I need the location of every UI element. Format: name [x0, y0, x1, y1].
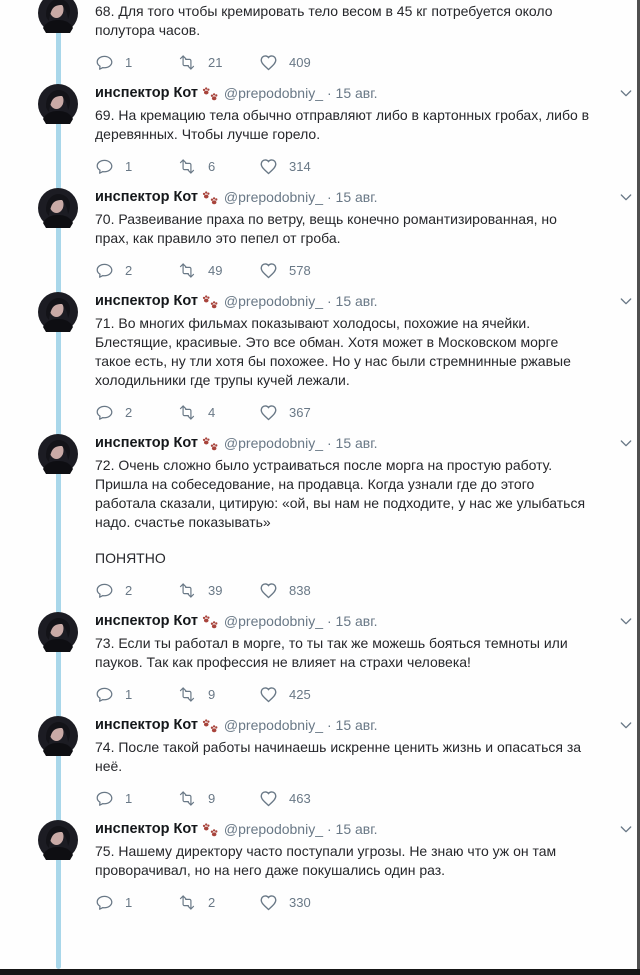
avatar[interactable]	[38, 820, 78, 860]
chevron-down-icon[interactable]	[618, 613, 634, 629]
timestamp[interactable]: · 15 авг.	[326, 435, 378, 451]
like-count: 425	[289, 686, 311, 702]
tweet-content	[95, 434, 640, 602]
reply-button[interactable]	[95, 53, 177, 72]
tweet-actions	[95, 578, 610, 602]
tweet-content	[95, 188, 640, 282]
tweet	[0, 427, 640, 605]
tweet-content	[95, 292, 640, 424]
retweet-button[interactable]	[177, 53, 259, 72]
like-button[interactable]	[259, 261, 311, 280]
chevron-down-icon[interactable]	[618, 821, 634, 837]
heart-icon	[259, 581, 278, 600]
tweet-actions	[95, 154, 610, 178]
retweet-button[interactable]	[177, 403, 259, 422]
heart-icon	[259, 53, 278, 72]
user-handle[interactable]: @prepodobniy_	[223, 189, 323, 205]
retweet-count: 2	[208, 894, 216, 910]
retweet-icon	[177, 261, 197, 280]
timestamp[interactable]: · 15 авг.	[326, 717, 378, 733]
tweet	[0, 813, 640, 917]
paw-prints-emoji	[202, 86, 219, 102]
display-name[interactable]: инспектор Кот	[95, 435, 198, 451]
tweet-header	[95, 292, 610, 311]
tweet-actions	[95, 890, 610, 914]
user-handle[interactable]: @prepodobniy_	[223, 85, 323, 101]
display-name[interactable]: инспектор Кот	[95, 85, 198, 101]
reply-button[interactable]	[95, 581, 177, 600]
like-button[interactable]	[259, 53, 311, 72]
tweet-text: 74. После такой работы начинаешь искренне ценить жизнь и опасаться за неё.	[95, 739, 582, 774]
chevron-down-icon[interactable]	[618, 293, 634, 309]
tweet-content	[95, 716, 640, 810]
retweet-button[interactable]	[177, 685, 259, 704]
tweet-text: 68. Для того чтобы кремировать тело весом в 45 кг потребуется около полутора часов.	[95, 3, 553, 38]
paw-prints-emoji	[202, 436, 219, 452]
retweet-icon	[177, 53, 197, 72]
retweet-count: 4	[208, 404, 216, 420]
reply-icon	[95, 157, 114, 176]
tweet-actions	[95, 786, 610, 810]
user-handle[interactable]: @prepodobniy_	[223, 435, 323, 451]
reply-icon	[95, 685, 114, 704]
like-button[interactable]	[259, 581, 311, 600]
tweet-content	[95, 84, 640, 178]
like-button[interactable]	[259, 157, 311, 176]
reply-button[interactable]	[95, 157, 177, 176]
reply-icon	[95, 403, 114, 422]
screen-bottom-edge	[0, 969, 640, 975]
tweet-text: 70. Развеивание праха по ветру, вещь конечно романтизированная, но прах, как правило это пепел от гроба.	[95, 211, 557, 246]
chevron-down-icon[interactable]	[618, 435, 634, 451]
retweet-button[interactable]	[177, 789, 259, 808]
tweet-content	[95, 2, 640, 74]
reply-icon	[95, 53, 114, 72]
reply-count: 1	[125, 158, 133, 174]
reply-button[interactable]	[95, 789, 177, 808]
user-handle[interactable]: @prepodobniy_	[223, 821, 323, 837]
tweet	[0, 709, 640, 813]
tweet-actions	[95, 400, 610, 424]
like-count: 838	[289, 582, 311, 598]
tweet	[0, 0, 640, 77]
like-count: 409	[289, 54, 311, 70]
chevron-down-icon[interactable]	[618, 85, 634, 101]
display-name[interactable]: инспектор Кот	[95, 717, 198, 733]
retweet-count: 9	[208, 790, 216, 806]
chevron-down-icon[interactable]	[618, 717, 634, 733]
like-count: 330	[289, 894, 311, 910]
paw-prints-emoji	[202, 718, 219, 734]
retweet-count: 9	[208, 686, 216, 702]
paw-prints-emoji	[202, 822, 219, 838]
tweet-text: 69. На кремацию тела обычно отправляют либо в картонных гробах, либо в деревянных. Чтобы лучше горело.	[95, 107, 590, 142]
avatar[interactable]	[38, 188, 78, 228]
tweet-gutter	[38, 716, 78, 810]
tweet-gutter	[38, 84, 78, 178]
retweet-count: 21	[208, 54, 223, 70]
tweet	[0, 77, 640, 181]
tweet-gutter	[38, 188, 78, 282]
like-count: 367	[289, 404, 311, 420]
reply-button[interactable]	[95, 261, 177, 280]
tweet-header	[95, 612, 610, 631]
reply-button[interactable]	[95, 685, 177, 704]
retweet-count: 6	[208, 158, 216, 174]
tweet-header	[95, 434, 610, 453]
retweet-icon	[177, 893, 197, 912]
tweet-gutter	[38, 434, 78, 602]
reply-button[interactable]	[95, 893, 177, 912]
like-button[interactable]	[259, 403, 311, 422]
reply-count: 1	[125, 54, 133, 70]
like-button[interactable]	[259, 893, 311, 912]
reply-icon	[95, 789, 114, 808]
tweet-gutter	[38, 2, 78, 74]
timestamp[interactable]: · 15 авг.	[326, 821, 378, 837]
like-count: 314	[289, 158, 311, 174]
heart-icon	[259, 893, 278, 912]
user-handle[interactable]: @prepodobniy_	[223, 613, 323, 629]
retweet-button[interactable]	[177, 157, 259, 176]
display-name[interactable]: инспектор Кот	[95, 613, 198, 629]
avatar[interactable]	[38, 612, 78, 652]
tweet-header	[95, 716, 610, 735]
tweet-header	[95, 84, 610, 103]
tweet-gutter	[38, 292, 78, 424]
reply-count: 2	[125, 582, 133, 598]
tweet-text: 71. Во многих фильмах показывают холодосы, похожие на ячейки. Блестящие, красивые. Это все обман. Хотя может в Московском морге такое есть, ну тли хотя бы похожее. Но у нас были стремнинные ржавые холодильники где трупы кучей лежали.	[95, 315, 571, 388]
display-name[interactable]: инспектор Кот	[95, 189, 198, 205]
retweet-button[interactable]	[177, 581, 259, 600]
tweet-actions	[95, 682, 610, 706]
like-button[interactable]	[259, 789, 311, 808]
retweet-icon	[177, 581, 197, 600]
retweet-button[interactable]	[177, 893, 259, 912]
timestamp[interactable]: · 15 авг.	[326, 85, 378, 101]
paw-prints-emoji	[202, 190, 219, 206]
tweet-actions	[95, 50, 610, 74]
reply-count: 1	[125, 894, 133, 910]
reply-icon	[95, 261, 114, 280]
tweet-text: 72. Очень сложно было устраиваться после морга на простую работу. Пришла на собеседование, на продавца. Когда узнали где до этого работала сказали, цитирую: «ой, вы нам не подходите, у нас же улыбаться надо. счастье показывать»	[95, 457, 586, 530]
tweet-text-extra: ПОНЯТНО	[95, 550, 166, 566]
tweet	[0, 181, 640, 285]
like-button[interactable]	[259, 685, 311, 704]
retweet-icon	[177, 789, 197, 808]
retweet-icon	[177, 157, 197, 176]
avatar[interactable]	[38, 292, 78, 332]
reply-count: 2	[125, 404, 133, 420]
timestamp[interactable]: · 15 авг.	[326, 293, 378, 309]
like-count: 463	[289, 790, 311, 806]
tweet-header	[95, 820, 610, 839]
reply-button[interactable]	[95, 403, 177, 422]
timestamp[interactable]: · 15 авг.	[326, 189, 378, 205]
retweet-count: 39	[208, 582, 223, 598]
tweet-content	[95, 612, 640, 706]
retweet-count: 49	[208, 262, 223, 278]
heart-icon	[259, 789, 278, 808]
user-handle[interactable]: @prepodobniy_	[223, 717, 323, 733]
timestamp[interactable]: · 15 авг.	[326, 613, 378, 629]
tweet	[0, 605, 640, 709]
retweet-icon	[177, 403, 197, 422]
heart-icon	[259, 685, 278, 704]
paw-prints-emoji	[202, 614, 219, 630]
paw-prints-emoji	[202, 294, 219, 310]
reply-icon	[95, 581, 114, 600]
tweet-header	[95, 188, 610, 207]
display-name[interactable]: инспектор Кот	[95, 821, 198, 837]
avatar[interactable]	[38, 84, 78, 124]
reply-count: 1	[125, 686, 133, 702]
user-handle[interactable]: @prepodobniy_	[223, 293, 323, 309]
avatar[interactable]	[38, 434, 78, 474]
like-count: 578	[289, 262, 311, 278]
reply-count: 1	[125, 790, 133, 806]
tweet-text: 73. Если ты работал в морге, то ты так же можешь бояться темноты или пауков. Так как профессия не влияет на страхи человека!	[95, 635, 568, 670]
retweet-icon	[177, 685, 197, 704]
tweet	[0, 285, 640, 427]
tweet-actions	[95, 258, 610, 282]
reply-count: 2	[125, 262, 133, 278]
avatar[interactable]	[38, 716, 78, 756]
tweet-text: 75. Нашему директору часто поступали угрозы. Не знаю что уж он там проворачивал, но на него даже покушались один раз.	[95, 843, 557, 878]
tweet-content	[95, 820, 640, 914]
chevron-down-icon[interactable]	[618, 189, 634, 205]
heart-icon	[259, 261, 278, 280]
reply-icon	[95, 893, 114, 912]
tweet-gutter	[38, 612, 78, 706]
tweet-gutter	[38, 820, 78, 914]
display-name[interactable]: инспектор Кот	[95, 293, 198, 309]
heart-icon	[259, 403, 278, 422]
retweet-button[interactable]	[177, 261, 259, 280]
heart-icon	[259, 157, 278, 176]
avatar[interactable]	[38, 0, 78, 33]
